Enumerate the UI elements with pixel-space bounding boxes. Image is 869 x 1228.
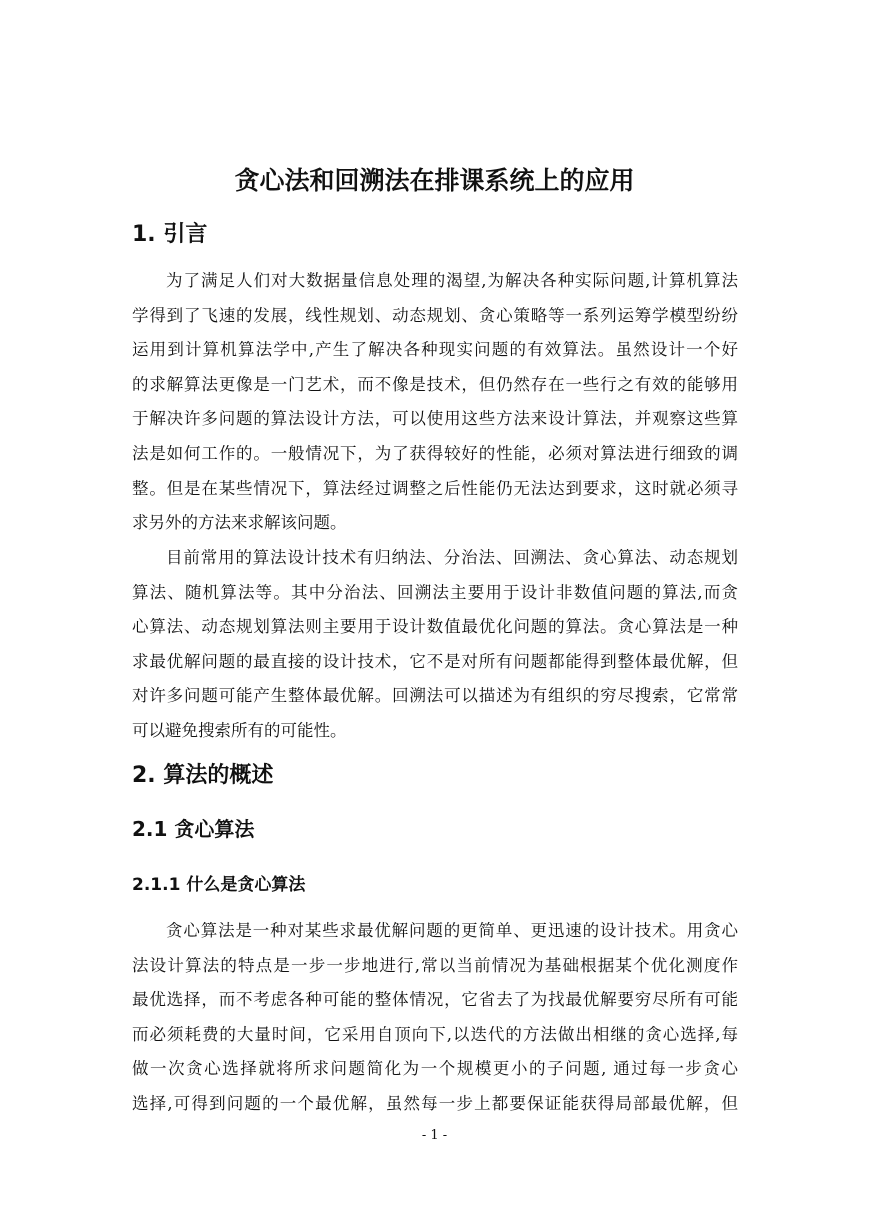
section-2-1-1-paragraph-1: [132, 914, 738, 1122]
section-1-paragraph-2: [132, 541, 738, 749]
section-2-heading: 2. 算法的概述: [132, 763, 274, 788]
section-2-1-1-heading: 2.1.1 什么是贪心算法: [132, 875, 306, 895]
section-1-paragraph-1: [132, 264, 738, 541]
text-line: 做一次贪心选择就将所求问题简化为一个规模更小的子问题, 通过每一步贪心: [132, 1059, 738, 1079]
text-line: 算法、随机算法等。其中分治法、回溯法主要用于设计非数值问题的算法,而贪: [132, 582, 738, 602]
text-line: 法是如何工作的。一般情况下，为了获得较好的性能，必须对算法进行细致的调: [132, 443, 738, 463]
text-line: 心算法、动态规划算法则主要用于设计数值最优化问题的算法。贪心算法是一种: [132, 617, 738, 637]
text-line: 可以避免搜索所有的可能性。: [132, 720, 347, 740]
text-line: 目前常用的算法设计技术有归纳法、分治法、回溯法、贪心算法、动态规划: [166, 548, 738, 567]
page-number: - 1 -: [421, 1128, 448, 1143]
text-line: 学得到了飞速的发展，线性规划、动态规划、贪心策略等一系列运筹学模型纷纷: [132, 305, 738, 325]
text-line: 求最优解问题的最直接的设计技术，它不是对所有问题都能得到整体最优解，但: [132, 651, 738, 671]
text-line: 最优选择，而不考虑各种可能的整体情况，它省去了为找最优解要穷尽所有可能: [132, 990, 738, 1010]
text-line: 运用到计算机算法学中,产生了解决各种现实问题的有效算法。虽然设计一个好: [132, 340, 738, 360]
text-line: 法设计算法的特点是一步一步地进行,常以当前情况为基础根据某个优化测度作: [132, 955, 738, 975]
text-line: 于解决许多问题的算法设计方法，可以使用这些方法来设计算法，并观察这些算: [132, 409, 738, 429]
section-1-heading: 1. 引言: [132, 222, 208, 247]
text-line: 对许多问题可能产生整体最优解。回溯法可以描述为有组织的穷尽搜索，它常常: [132, 686, 738, 706]
text-line: 而必须耗费的大量时间，它采用自顶向下,以迭代的方法做出相继的贪心选择,每: [132, 1024, 738, 1044]
text-line: 选择,可得到问题的一个最优解，虽然每一步上都要保证能获得局部最优解，但: [132, 1093, 738, 1113]
text-line: 求另外的方法来求解该问题。: [132, 513, 347, 533]
text-line: 的求解算法更像是一门艺术，而不像是技术，但仍然存在一些行之有效的能够用: [132, 374, 738, 394]
text-line: 整。但是在某些情况下，算法经过调整之后性能仍无法达到要求，这时就必须寻: [132, 478, 738, 498]
section-2-1-heading: 2.1 贪心算法: [132, 817, 255, 841]
text-line: 贪心算法是一种对某些求最优解问题的更简单、更迅速的设计技术。用贪心: [166, 921, 738, 940]
text-line: 为了满足人们对大数据量信息处理的渴望,为解决各种实际问题,计算机算法: [166, 271, 738, 290]
document-title: 贪心法和回溯法在排课系统上的应用: [234, 166, 635, 195]
